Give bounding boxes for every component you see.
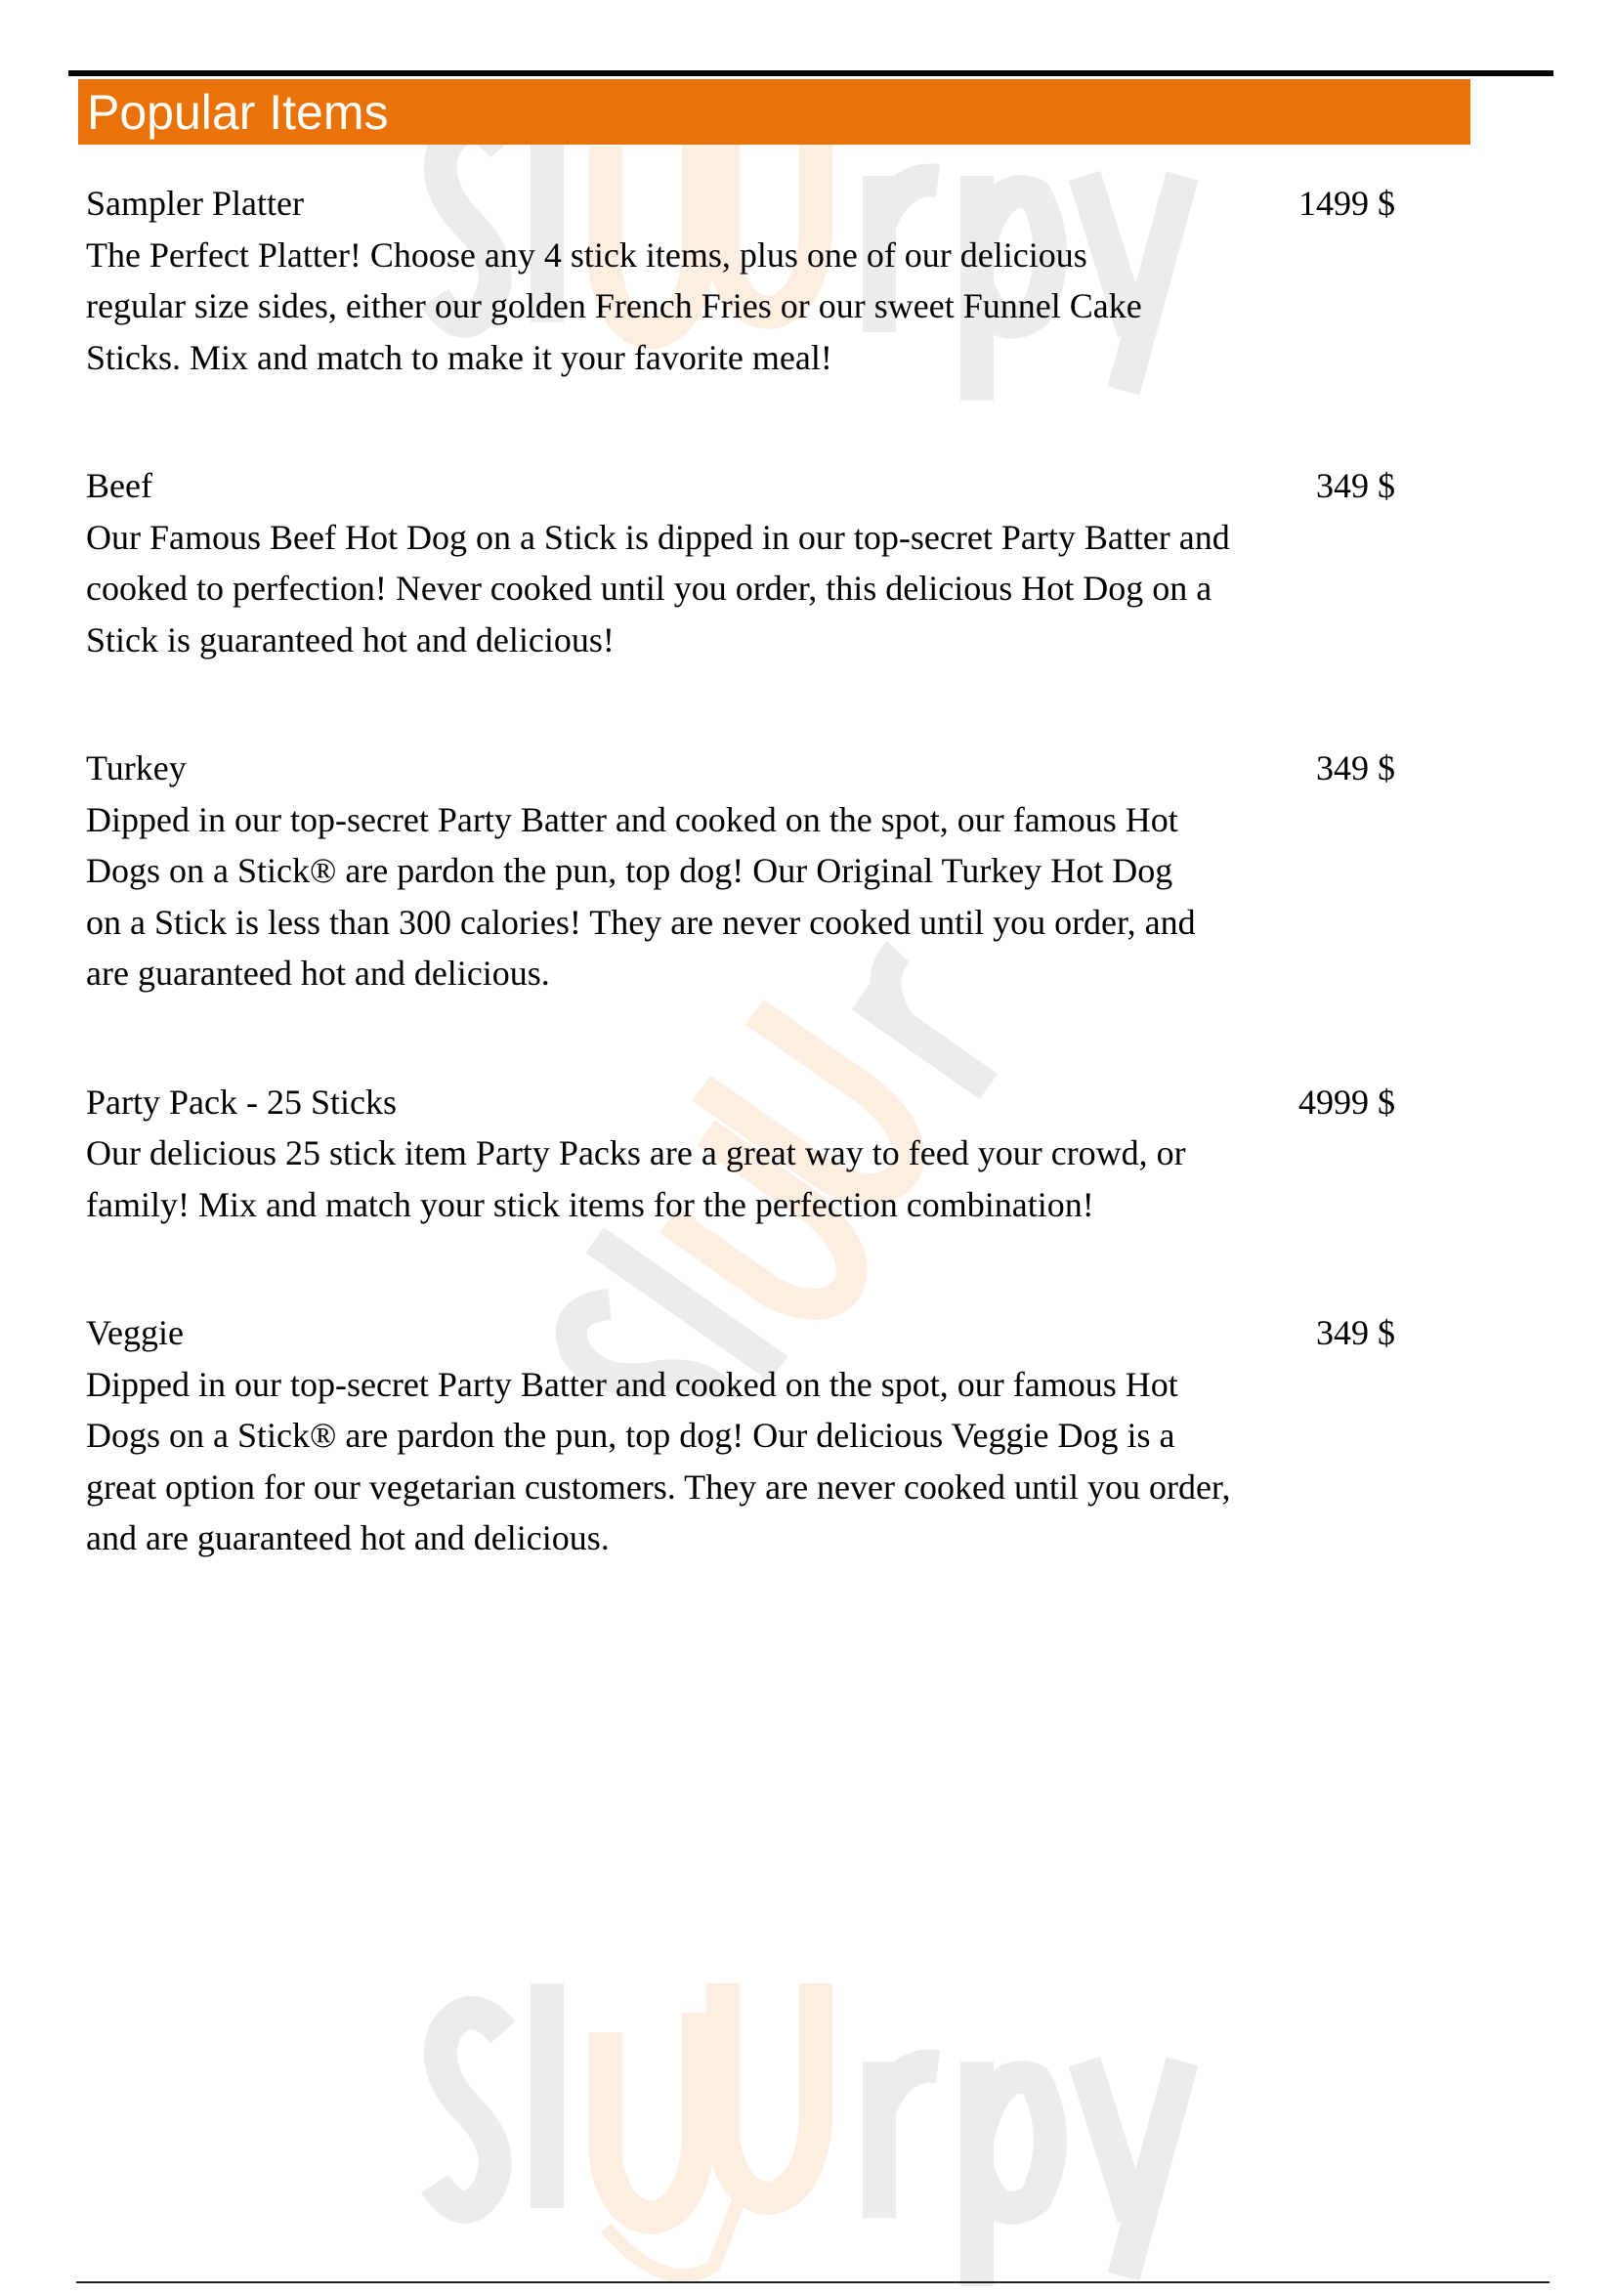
item-name: Sampler Platter [86,184,304,223]
item-price: 349 $ [1316,1313,1395,1352]
item-price: 4999 $ [1298,1082,1395,1122]
item-description: Dipped in our top-secret Party Batter and cooked on the spot, our famous Hot Dogs on a Stick® are pardon the pun, top dog! Our delicious Veggie Dog is a great option for our vegetarian customers. They are never cooked until you order, and are guaranteed hot and delicious. [86,1364,1231,1557]
menu-item [86,460,1395,665]
menu-item [86,178,1395,383]
menu-item [86,743,1395,999]
item-price: 349 $ [1316,748,1395,787]
item-name: Turkey [86,748,187,787]
item-description: Our delicious 25 stick item Party Packs are a great way to feed your crowd, or family! Mix and match your stick items for the perfection combination! [86,1133,1186,1224]
item-name: Party Pack - 25 Sticks [86,1082,397,1122]
item-price: 1499 $ [1298,184,1395,223]
item-description: Dipped in our top-secret Party Batter and cooked on the spot, our famous Hot Dogs on a Stick® are pardon the pun, top dog! Our Original Turkey Hot Dog on a Stick is less than 300 calories! They are never cooked until you order, and are guaranteed hot and delicious. [86,799,1196,993]
menu-item [86,1077,1395,1231]
item-description: The Perfect Platter! Choose any 4 stick items, plus one of our delicious regular size sides, either our golden French Fries or our sweet Funnel Cake Sticks. Mix and match to make it your favorite meal! [86,234,1142,377]
top-rule [68,70,1553,76]
item-price: 349 $ [1316,466,1395,505]
bottom-rule [76,2281,1550,2283]
item-name: Veggie [86,1313,184,1352]
section-header-banner [78,79,1470,145]
menu-item-list [86,178,1395,1641]
section-title: Popular Items [87,85,389,140]
menu-item [86,1307,1395,1564]
item-description: Our Famous Beef Hot Dog on a Stick is dipped in our top-secret Party Batter and cooked to perfection! Never cooked until you order, this delicious Hot Dog on a Stick is guaranteed hot and delicious! [86,517,1230,659]
watermark-logo-bottom [410,1944,1241,2296]
item-name: Beef [86,466,152,505]
